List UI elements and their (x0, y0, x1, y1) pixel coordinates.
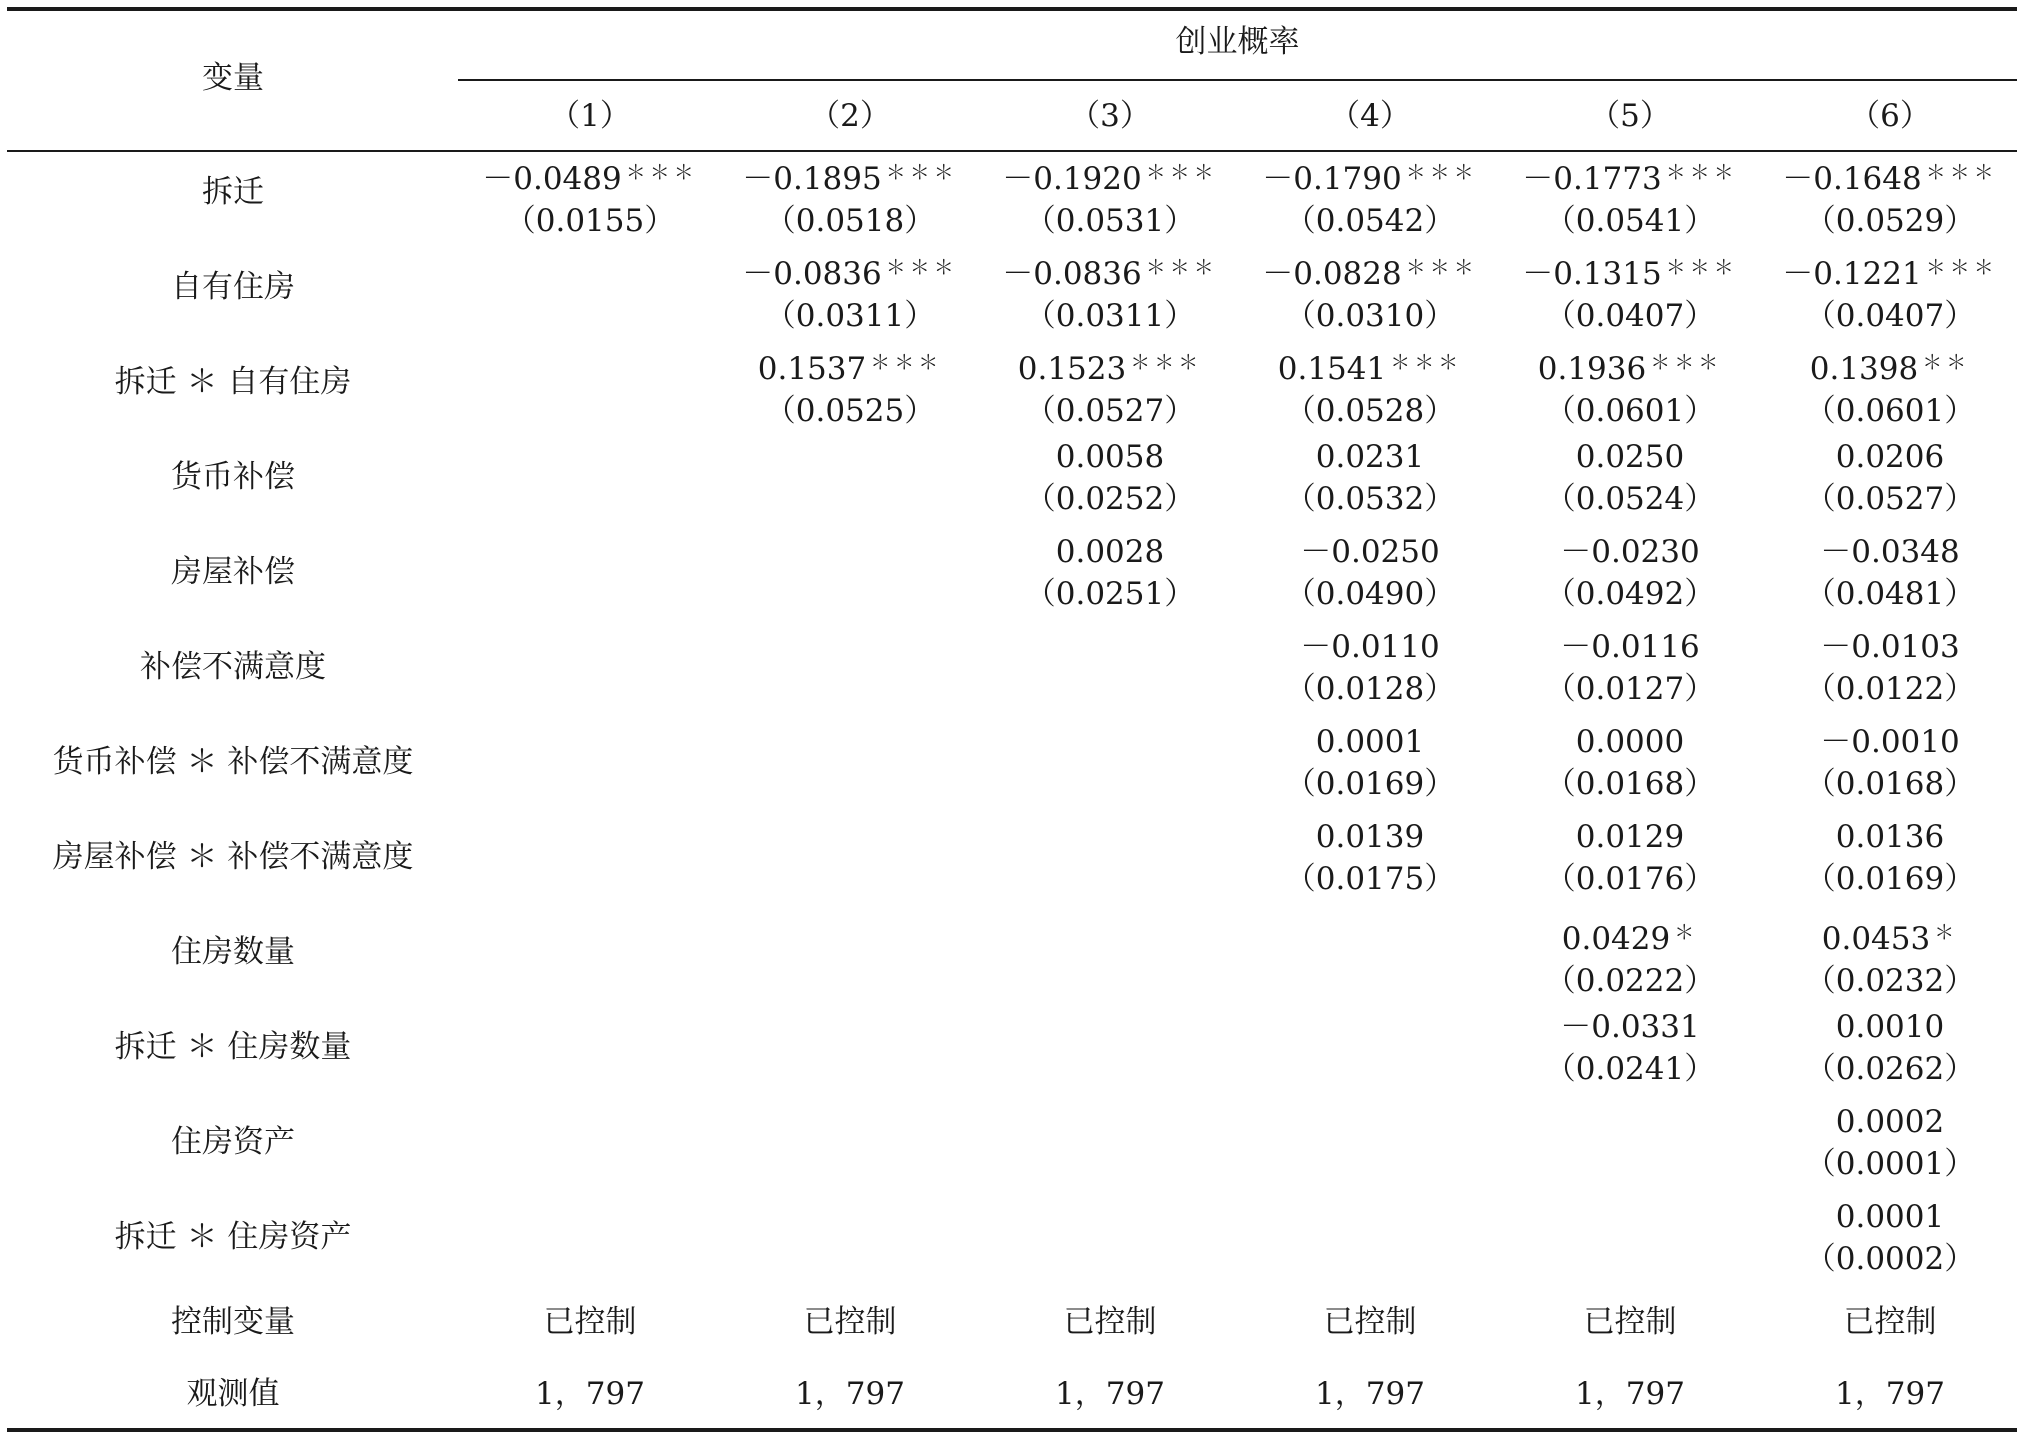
footer-row-label: 控制变量 (171, 1304, 295, 1340)
coefficient-line (1760, 247, 2020, 294)
coefficient-line (1760, 722, 2020, 762)
coefficient-line (460, 152, 720, 199)
standard-error: （0.0601） (1544, 393, 1716, 429)
coefficient-line (1500, 247, 1760, 294)
coefficient-value: 0.0058 (1055, 439, 1165, 475)
estimate-cell (720, 152, 980, 241)
coefficient-line (1500, 817, 1760, 857)
column-number-4: （4） (1329, 98, 1411, 134)
coefficient-line (1240, 722, 1500, 762)
footer-row-label: 观测值 (186, 1376, 280, 1412)
standard-error: （0.0481） (1804, 576, 1976, 612)
dependent-variable-header: 创业概率 (1175, 24, 1300, 60)
standard-error: （0.0525） (764, 393, 936, 429)
coefficient-value: 0.0002 (1835, 1104, 1945, 1140)
estimate-cell (1760, 722, 2020, 804)
row-label: 住房数量 (171, 934, 295, 970)
estimate-cell (980, 152, 1240, 241)
coefficient-value: 0.0000 (1575, 724, 1685, 760)
coefficient-value: 0.0001 (1835, 1199, 1945, 1235)
coefficient-line (1760, 912, 2020, 959)
estimate-cell (1240, 627, 1500, 709)
standard-error: （0.0251） (1024, 576, 1196, 612)
coefficient-value: －0.1221 (1782, 256, 1922, 292)
standard-error: （0.0492） (1544, 576, 1716, 612)
standard-error: （0.0310） (1284, 298, 1456, 334)
group-underline (458, 79, 2017, 81)
standard-error: （0.0529） (1804, 203, 1976, 239)
significance-stars: ＊ (1674, 920, 1699, 944)
row-label: 住房资产 (171, 1124, 295, 1160)
footer-value: 已控制 (1063, 1304, 1157, 1340)
standard-error: （0.0128） (1284, 671, 1456, 707)
coefficient-line (1500, 437, 1760, 477)
standard-error: （0.0168） (1544, 766, 1716, 802)
footer-value: 已控制 (1323, 1304, 1417, 1340)
estimate-cell (1760, 1102, 2020, 1184)
coefficient-line (1500, 1007, 1760, 1047)
standard-error: （0.0222） (1544, 963, 1716, 999)
coefficient-line (1760, 627, 2020, 667)
significance-stars: ＊＊＊ (1665, 160, 1738, 184)
coefficient-value: －0.0116 (1560, 629, 1700, 665)
significance-stars: ＊＊＊ (1130, 350, 1203, 374)
standard-error: （0.0127） (1544, 671, 1716, 707)
coefficient-value: 0.0010 (1835, 1009, 1945, 1045)
coefficient-value: 0.0129 (1575, 819, 1685, 855)
coefficient-line (1500, 912, 1760, 959)
coefficient-line (980, 342, 1240, 389)
standard-error: （0.0311） (1024, 298, 1196, 334)
coefficient-value: 0.1537 (757, 351, 867, 387)
estimate-cell (1760, 532, 2020, 614)
coefficient-line (1240, 817, 1500, 857)
coefficient-value: 0.0028 (1055, 534, 1165, 570)
footer-value: 已控制 (1583, 1304, 1677, 1340)
row-label: 补偿不满意度 (140, 649, 326, 685)
footer-value: 1，797 (1575, 1376, 1685, 1412)
coefficient-line (1240, 532, 1500, 572)
estimate-cell (1760, 152, 2020, 241)
coefficient-value: －0.0836 (1002, 256, 1142, 292)
standard-error: （0.0252） (1024, 481, 1196, 517)
estimate-cell (1500, 722, 1760, 804)
coefficient-value: 0.0429 (1561, 921, 1671, 957)
row-label: 自有住房 (171, 269, 295, 305)
coefficient-value: －0.0010 (1820, 724, 1960, 760)
significance-stars: ＊＊＊ (1925, 160, 1998, 184)
coefficient-line (1760, 532, 2020, 572)
estimate-cell (1500, 817, 1760, 899)
footer-value: 已控制 (543, 1304, 637, 1340)
standard-error: （0.0311） (764, 298, 936, 334)
row-label: 货币补偿 ＊ 补偿不满意度 (52, 744, 414, 780)
estimate-cell (980, 532, 1240, 614)
coefficient-value: －0.0103 (1820, 629, 1960, 665)
column-number-2: （2） (809, 98, 891, 134)
coefficient-value: 0.1398 (1809, 351, 1919, 387)
coefficient-line (1240, 437, 1500, 477)
coefficient-line (720, 152, 980, 199)
standard-error: （0.0262） (1804, 1051, 1976, 1087)
estimate-cell (1760, 817, 2020, 899)
coefficient-line (1760, 342, 2020, 389)
significance-stars: ＊＊＊ (870, 350, 943, 374)
estimate-cell (980, 342, 1240, 431)
estimate-cell (1500, 1007, 1760, 1089)
footer-value: 1，797 (795, 1376, 905, 1412)
standard-error: （0.0001） (1804, 1146, 1976, 1182)
estimate-cell (1500, 912, 1760, 1001)
coefficient-value: －0.1648 (1782, 161, 1922, 197)
estimate-cell (980, 437, 1240, 519)
coefficient-value: －0.0489 (482, 161, 622, 197)
coefficient-line (980, 247, 1240, 294)
standard-error: （0.0527） (1804, 481, 1976, 517)
standard-error: （0.0531） (1024, 203, 1196, 239)
coefficient-value: 0.0001 (1315, 724, 1425, 760)
significance-stars: ＊ (1934, 920, 1959, 944)
estimate-cell (1240, 247, 1500, 336)
estimate-cell (1500, 532, 1760, 614)
row-label: 房屋补偿 (171, 554, 295, 590)
standard-error: （0.0241） (1544, 1051, 1716, 1087)
coefficient-line (1500, 342, 1760, 389)
coefficient-value: －0.0828 (1262, 256, 1402, 292)
bottom-rule (7, 1428, 2017, 1432)
estimate-cell (720, 247, 980, 336)
standard-error: （0.0232） (1804, 963, 1976, 999)
standard-error: （0.0528） (1284, 393, 1456, 429)
significance-stars: ＊＊＊ (1405, 255, 1478, 279)
coefficient-value: 0.1523 (1017, 351, 1127, 387)
significance-stars: ＊＊＊ (1405, 160, 1478, 184)
estimate-cell (1760, 912, 2020, 1001)
column-number-5: （5） (1589, 98, 1671, 134)
coefficient-line (1500, 532, 1760, 572)
coefficient-line (1760, 1102, 2020, 1142)
coefficient-line (720, 247, 980, 294)
top-rule (7, 7, 2017, 11)
coefficient-line (1240, 627, 1500, 667)
estimate-cell (1240, 437, 1500, 519)
estimate-cell (1760, 247, 2020, 336)
row-label: 拆迁 ＊ 住房资产 (114, 1219, 352, 1255)
coefficient-value: 0.1936 (1537, 351, 1647, 387)
coefficient-value: －0.0331 (1560, 1009, 1700, 1045)
coefficient-value: －0.0250 (1300, 534, 1440, 570)
estimate-cell (720, 342, 980, 431)
standard-error: （0.0407） (1804, 298, 1976, 334)
estimate-cell (1760, 1007, 2020, 1089)
coefficient-line (1500, 627, 1760, 667)
coefficient-line (1760, 1007, 2020, 1047)
row-label: 拆迁 ＊ 自有住房 (114, 364, 352, 400)
row-label: 拆迁 ＊ 住房数量 (114, 1029, 352, 1065)
coefficient-value: 0.1541 (1277, 351, 1387, 387)
standard-error: （0.0542） (1284, 203, 1456, 239)
coefficient-value: －0.0348 (1820, 534, 1960, 570)
significance-stars: ＊＊＊ (1650, 350, 1723, 374)
coefficient-value: －0.1920 (1002, 161, 1142, 197)
estimate-cell (1500, 152, 1760, 241)
standard-error: （0.0518） (764, 203, 936, 239)
estimate-cell (1500, 627, 1760, 709)
significance-stars: ＊＊＊ (885, 255, 958, 279)
footer-value: 1，797 (1055, 1376, 1165, 1412)
standard-error: （0.0168） (1804, 766, 1976, 802)
coefficient-value: －0.0230 (1560, 534, 1700, 570)
coefficient-value: 0.0231 (1315, 439, 1425, 475)
coefficient-line (1760, 817, 2020, 857)
estimate-cell (1240, 722, 1500, 804)
coefficient-line (980, 437, 1240, 477)
standard-error: （0.0002） (1804, 1241, 1976, 1277)
standard-error: （0.0169） (1804, 861, 1976, 897)
coefficient-line (1760, 152, 2020, 199)
coefficient-line (980, 532, 1240, 572)
significance-stars: ＊＊＊ (1390, 350, 1463, 374)
standard-error: （0.0176） (1544, 861, 1716, 897)
standard-error: （0.0169） (1284, 766, 1456, 802)
estimate-cell (1500, 437, 1760, 519)
coefficient-line (1240, 247, 1500, 294)
row-label: 货币补偿 (171, 459, 295, 495)
estimate-cell (1760, 342, 2020, 431)
footer-value: 1，797 (535, 1376, 645, 1412)
coefficient-value: 0.0453 (1821, 921, 1931, 957)
standard-error: （0.0175） (1284, 861, 1456, 897)
column-number-3: （3） (1069, 98, 1151, 134)
estimate-cell (1240, 817, 1500, 899)
standard-error: （0.0407） (1544, 298, 1716, 334)
footer-value: 已控制 (803, 1304, 897, 1340)
significance-stars: ＊＊＊ (625, 160, 698, 184)
significance-stars: ＊＊＊ (1925, 255, 1998, 279)
footer-value: 1，797 (1835, 1376, 1945, 1412)
estimate-cell (460, 152, 720, 241)
significance-stars: ＊＊＊ (1145, 160, 1218, 184)
estimate-cell (1500, 342, 1760, 431)
estimate-cell (1240, 342, 1500, 431)
coefficient-value: －0.1790 (1262, 161, 1402, 197)
coefficient-value: 0.0136 (1835, 819, 1945, 855)
footer-value: 1，797 (1315, 1376, 1425, 1412)
coefficient-line (980, 152, 1240, 199)
row-label: 拆迁 (202, 174, 264, 210)
coefficient-value: 0.0206 (1835, 439, 1945, 475)
estimate-cell (1240, 152, 1500, 241)
coefficient-line (1500, 722, 1760, 762)
column-number-6: （6） (1849, 98, 1931, 134)
row-label: 房屋补偿 ＊ 补偿不满意度 (52, 839, 414, 875)
significance-stars: ＊＊＊ (1665, 255, 1738, 279)
coefficient-value: 0.0250 (1575, 439, 1685, 475)
variable-column-header: 变量 (202, 60, 264, 96)
coefficient-value: －0.1773 (1522, 161, 1662, 197)
coefficient-value: －0.0836 (742, 256, 882, 292)
coefficient-line (1760, 437, 2020, 477)
estimate-cell (1760, 437, 2020, 519)
column-number-1: （1） (549, 98, 631, 134)
standard-error: （0.0601） (1804, 393, 1976, 429)
significance-stars: ＊＊＊ (885, 160, 958, 184)
estimate-cell (980, 247, 1240, 336)
standard-error: （0.0527） (1024, 393, 1196, 429)
coefficient-line (720, 342, 980, 389)
coefficient-value: －0.1315 (1522, 256, 1662, 292)
standard-error: （0.0490） (1284, 576, 1456, 612)
coefficient-line (1500, 152, 1760, 199)
estimate-cell (1760, 1197, 2020, 1279)
significance-stars: ＊＊ (1922, 350, 1971, 374)
coefficient-line (1760, 1197, 2020, 1237)
footer-value: 已控制 (1843, 1304, 1937, 1340)
coefficient-line (1240, 342, 1500, 389)
significance-stars: ＊＊＊ (1145, 255, 1218, 279)
standard-error: （0.0541） (1544, 203, 1716, 239)
estimate-cell (1500, 247, 1760, 336)
standard-error: （0.0122） (1804, 671, 1976, 707)
estimate-cell (1240, 532, 1500, 614)
standard-error: （0.0532） (1284, 481, 1456, 517)
coefficient-value: 0.0139 (1315, 819, 1425, 855)
coefficient-line (1240, 152, 1500, 199)
standard-error: （0.0155） (504, 203, 676, 239)
coefficient-value: －0.0110 (1300, 629, 1440, 665)
standard-error: （0.0524） (1544, 481, 1716, 517)
estimate-cell (1760, 627, 2020, 709)
coefficient-value: －0.1895 (742, 161, 882, 197)
